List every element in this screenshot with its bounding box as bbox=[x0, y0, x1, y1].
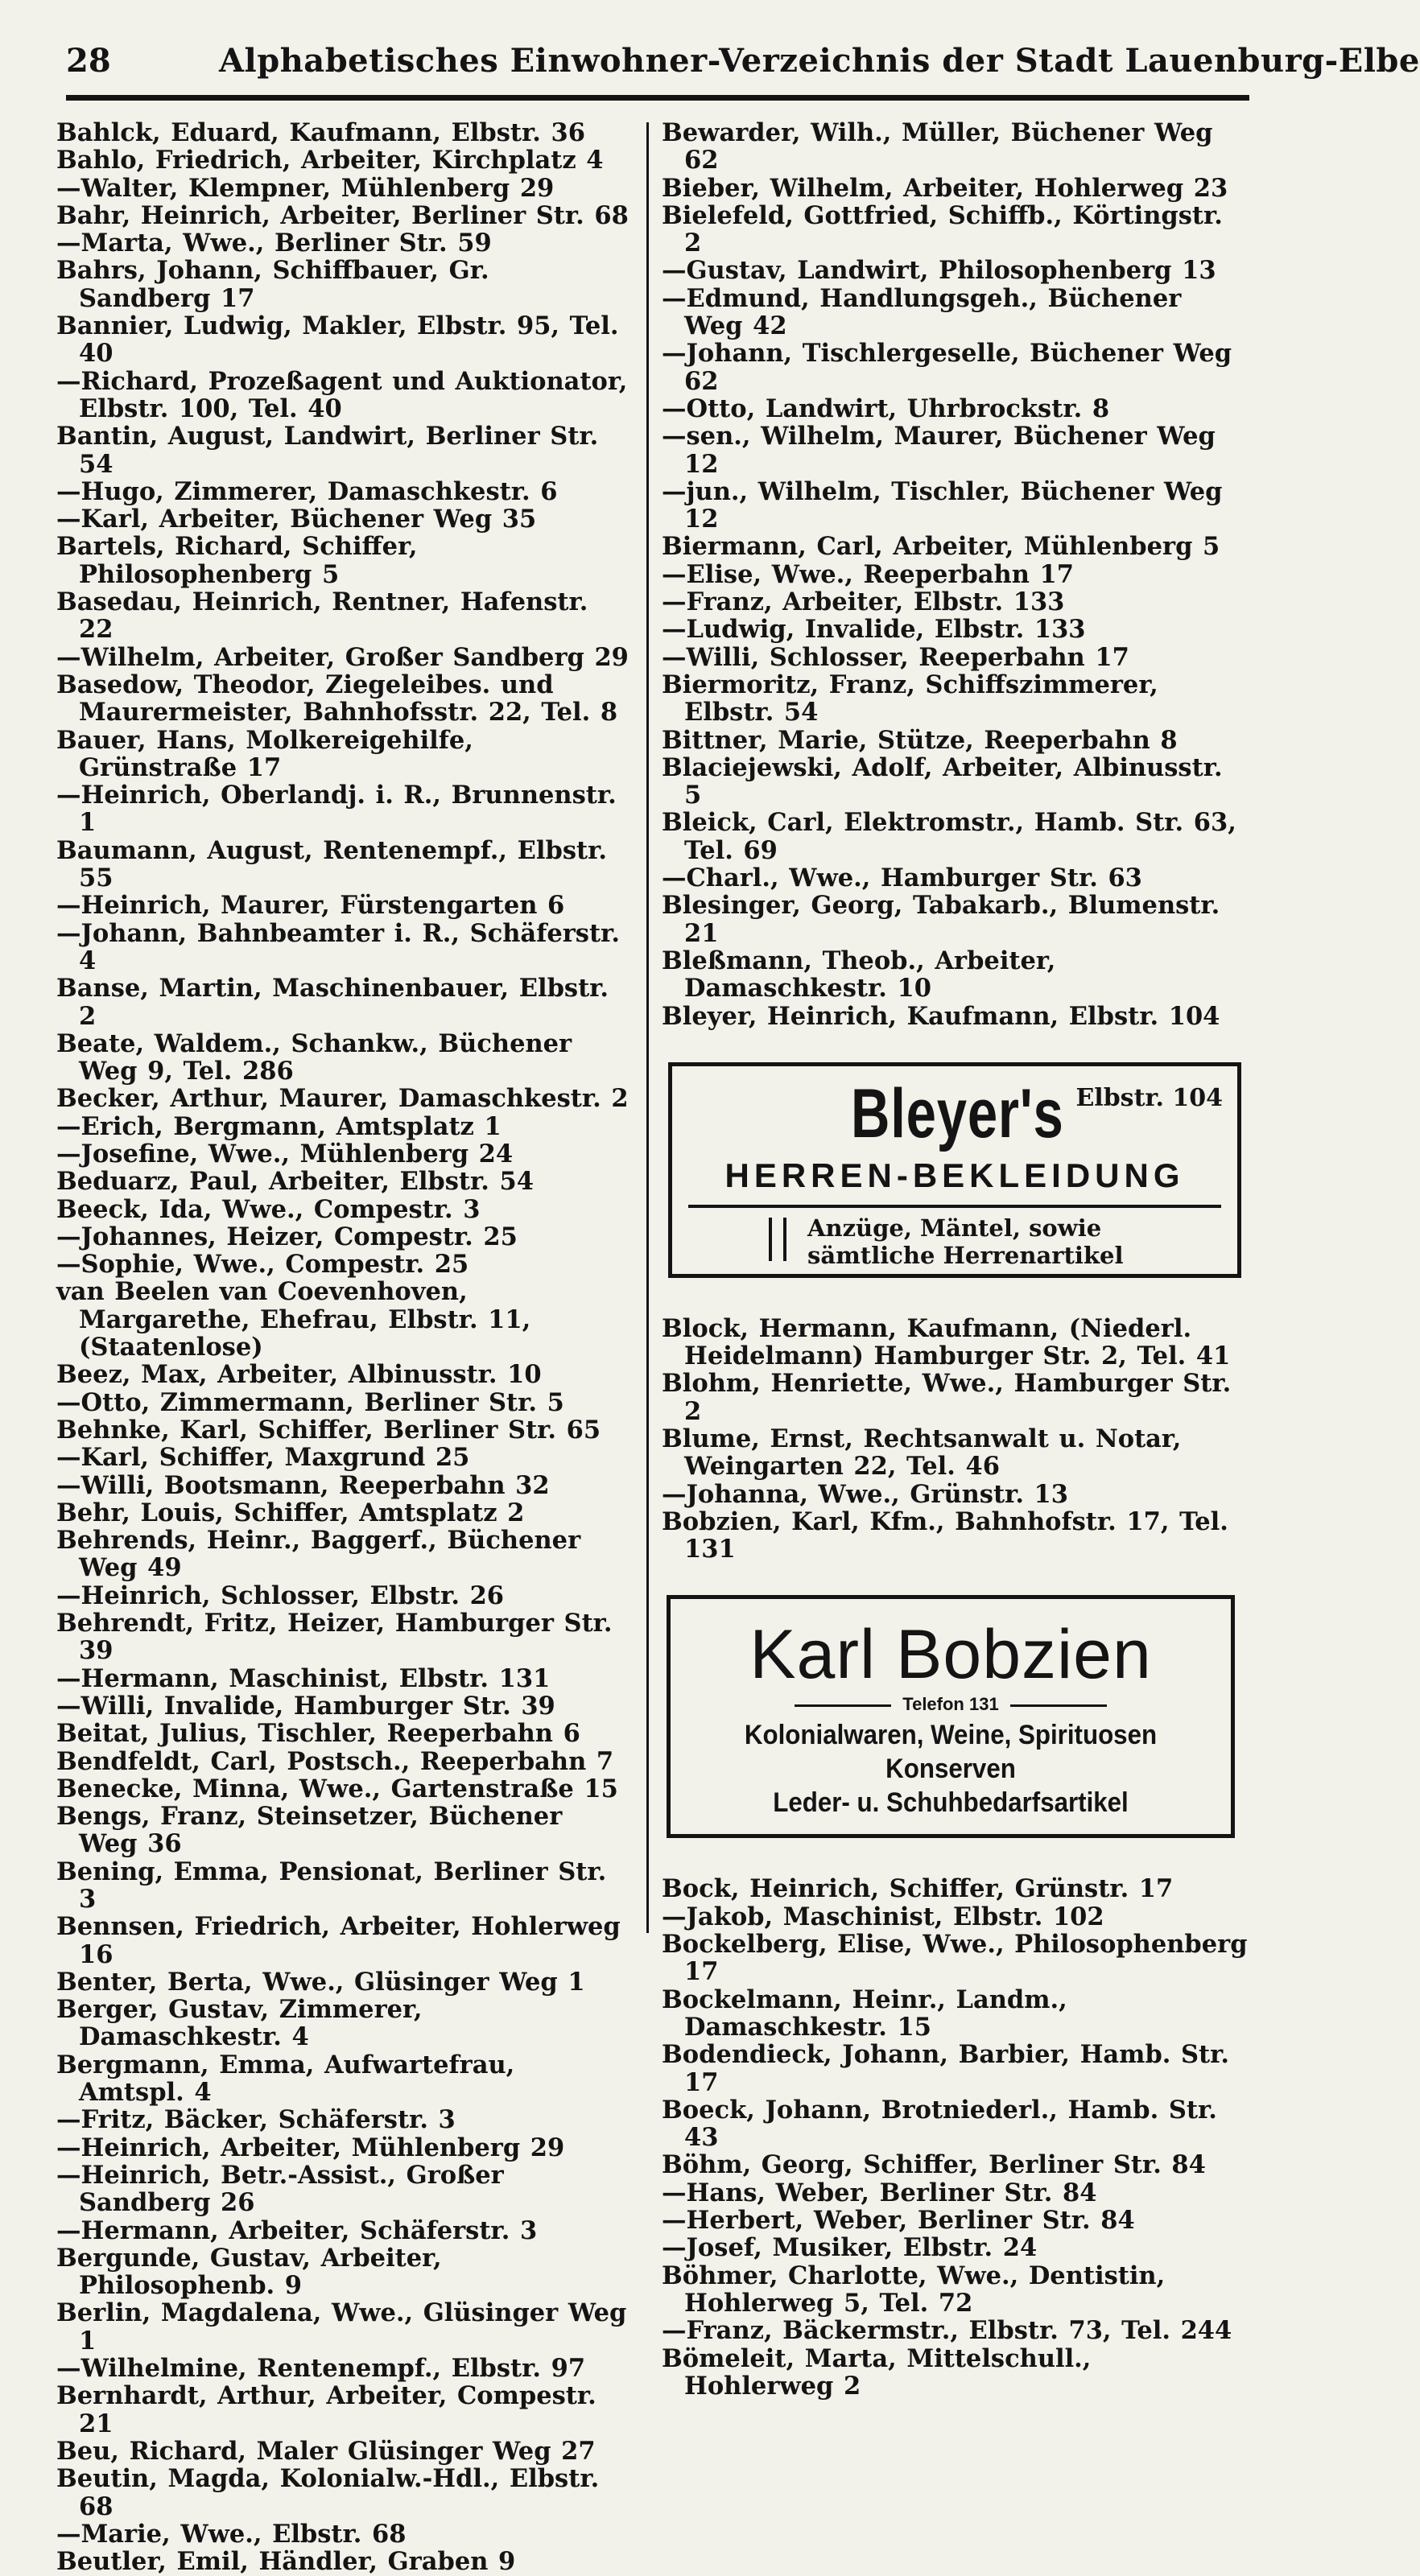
ad-bobzien-line2: Konserven bbox=[885, 1754, 1016, 1785]
directory-entry: Bantin, August, Landwirt, Berliner Str. 54 bbox=[56, 422, 599, 479]
directory-entry: Böhm, Georg, Schiffer, Berliner Str. 84 bbox=[662, 2150, 1206, 2180]
directory-entry: —Heinrich, Oberlandj. i. R., Brunnenstr. 1 bbox=[56, 781, 617, 838]
directory-entry: Bahlo, Friedrich, Arbeiter, Kirchplatz 4 bbox=[56, 146, 604, 175]
entry-list-1 bbox=[662, 119, 1249, 1030]
directory-entry: —Hermann, Arbeiter, Schäferstr. 3 bbox=[56, 2215, 538, 2245]
entry-list-2 bbox=[662, 1315, 1249, 1564]
directory-entry: Bendfeldt, Carl, Postsch., Reeperbahn 7 bbox=[56, 1746, 614, 1776]
page-number: 28 bbox=[66, 42, 111, 80]
directory-entry: Biermoritz, Franz, Schiffszimmerer, Elbstr. 54 bbox=[662, 670, 1158, 727]
advertisement-bleyer bbox=[668, 1062, 1241, 1278]
directory-entry: —Josef, Musiker, Elbstr. 24 bbox=[662, 2233, 1038, 2263]
directory-entry: Blume, Ernst, Rechtsanwalt u. Notar, Weingarten 22, Tel. 46 bbox=[662, 1424, 1182, 1482]
directory-entry: Beate, Waldem., Schankw., Büchener Weg 9, Tel. 286 bbox=[56, 1028, 572, 1086]
directory-entry: —jun., Wilhelm, Tischler, Büchener Weg 12 bbox=[662, 476, 1223, 534]
directory-entry: Benter, Berta, Wwe., Glüsinger Weg 1 bbox=[56, 1967, 585, 1997]
directory-entry: Bauer, Hans, Molkereigehilfe, Grünstraße 17 bbox=[56, 725, 473, 782]
directory-entry: Behnke, Karl, Schiffer, Berliner Str. 65 bbox=[56, 1415, 601, 1445]
directory-entry: Bleyer, Heinrich, Kaufmann, Elbstr. 104 bbox=[662, 1001, 1220, 1031]
directory-entry: Bahlck, Eduard, Kaufmann, Elbstr. 36 bbox=[56, 118, 585, 147]
directory-entry: —Franz, Bäckermstr., Elbstr. 73, Tel. 244 bbox=[662, 2316, 1232, 2346]
directory-entry: Beutin, Magda, Kolonialw.-Hdl., Elbstr. 68 bbox=[56, 2464, 600, 2521]
directory-entry: Blaciejewski, Adolf, Arbeiter, Albinusstr. 5 bbox=[662, 752, 1223, 810]
directory-entry: —Fritz, Bäcker, Schäferstr. 3 bbox=[56, 2105, 456, 2135]
directory-entry: Beduarz, Paul, Arbeiter, Elbstr. 54 bbox=[56, 1167, 534, 1197]
directory-entry: —Franz, Arbeiter, Elbstr. 133 bbox=[662, 587, 1065, 617]
directory-entry: van Beelen van Coevenhoven, Margarethe, Ehefrau, Elbstr. 11, (Staatenlose) bbox=[56, 1277, 531, 1362]
directory-entry: Bittner, Marie, Stütze, Reeperbahn 8 bbox=[662, 725, 1178, 755]
directory-entry: Bodendieck, Johann, Barbier, Hamb. Str. 17 bbox=[662, 2040, 1230, 2097]
directory-entry: Beu, Richard, Maler Glüsinger Weg 27 bbox=[56, 2436, 596, 2466]
right-column bbox=[662, 119, 1249, 2400]
directory-entry: —Ludwig, Invalide, Elbstr. 133 bbox=[662, 615, 1086, 645]
advertisement-bobzien bbox=[667, 1595, 1235, 1838]
ad-bleyer-name: Bleyer's bbox=[851, 1074, 1064, 1152]
directory-entry: Beitat, Julius, Tischler, Reeperbahn 6 bbox=[56, 1719, 580, 1749]
directory-entry: —Otto, Landwirt, Uhrbrockstr. 8 bbox=[662, 394, 1110, 423]
directory-entry: Block, Hermann, Kaufmann, (Niederl. Heidelmann) Hamburger Str. 2, Tel. 41 bbox=[662, 1313, 1231, 1371]
directory-entry: —Marie, Wwe., Elbstr. 68 bbox=[56, 2519, 407, 2549]
directory-entry: —Marta, Wwe., Berliner Str. 59 bbox=[56, 229, 492, 258]
directory-entry: Boeck, Johann, Brotniederl., Hamb. Str. 43 bbox=[662, 2095, 1217, 2153]
directory-entry: —Otto, Zimmermann, Berliner Str. 5 bbox=[56, 1387, 564, 1417]
directory-entry: Bernhardt, Arthur, Arbeiter, Compestr. 21 bbox=[56, 2381, 596, 2438]
directory-entry: Bergmann, Emma, Aufwartefrau, Amtspl. 4 bbox=[56, 2050, 515, 2108]
ad-bobzien-name: Karl Bobzien bbox=[749, 1616, 1152, 1694]
directory-entry: Bömeleit, Marta, Mittelschull., Hohlerweg 2 bbox=[662, 2343, 1092, 2401]
directory-entry: Bockelmann, Heinr., Landm., Damaschkestr. 15 bbox=[662, 1985, 1067, 2042]
directory-entry: Bieber, Wilhelm, Arbeiter, Hohlerweg 23 bbox=[662, 173, 1228, 203]
directory-entry: Basedau, Heinrich, Rentner, Hafenstr. 22 bbox=[56, 587, 588, 645]
directory-entry: —Erich, Bergmann, Amtsplatz 1 bbox=[56, 1111, 502, 1141]
ad-bobzien-line3: Leder- u. Schuhbedarfsartikel bbox=[773, 1787, 1129, 1819]
ad-bleyer-specialty: HERREN-BEKLEIDUNG bbox=[724, 1156, 1185, 1194]
directory-entry: Biermann, Carl, Arbeiter, Mühlenberg 5 bbox=[662, 532, 1220, 562]
directory-entry: —Heinrich, Schlosser, Elbstr. 26 bbox=[56, 1581, 505, 1610]
directory-entry: Bergunde, Gustav, Arbeiter, Philosophenb. 9 bbox=[56, 2243, 442, 2301]
directory-entry: —Heinrich, Maurer, Fürstengarten 6 bbox=[56, 891, 565, 921]
directory-entry: —Josefine, Wwe., Mühlenberg 24 bbox=[56, 1139, 514, 1168]
directory-entry: Beutler, Emil, Händler, Graben 9 bbox=[56, 2547, 516, 2576]
directory-entry: Bielefeld, Gottfried, Schiffb., Körtingstr. 2 bbox=[662, 200, 1223, 258]
directory-entry: —Hugo, Zimmerer, Damaschkestr. 6 bbox=[56, 476, 558, 506]
directory-entry: Bartels, Richard, Schiffer, Philosophenberg 5 bbox=[56, 532, 418, 589]
directory-entry: Bannier, Ludwig, Makler, Elbstr. 95, Tel. 40 bbox=[56, 311, 619, 369]
ad-bleyer-rule bbox=[688, 1205, 1221, 1208]
directory-entry: —Wilhelm, Arbeiter, Großer Sandberg 29 bbox=[56, 642, 629, 672]
directory-entry: —Willi, Bootsmann, Reeperbahn 32 bbox=[56, 1470, 550, 1500]
directory-entry: —Wilhelmine, Rentenempf., Elbstr. 97 bbox=[56, 2354, 586, 2384]
directory-entry: Bleick, Carl, Elektromstr., Hamb. Str. 63, Tel. 69 bbox=[662, 808, 1236, 865]
directory-entry: —Karl, Arbeiter, Büchener Weg 35 bbox=[56, 505, 537, 534]
directory-entry: —Hans, Weber, Berliner Str. 84 bbox=[662, 2178, 1097, 2207]
directory-entry: —Hermann, Maschinist, Elbstr. 131 bbox=[56, 1663, 551, 1693]
ad-bleyer-address: Elbstr. 104 bbox=[1075, 1083, 1223, 1112]
directory-entry: Blesinger, Georg, Tabakarb., Blumenstr. 21 bbox=[662, 891, 1220, 948]
directory-entry: —Karl, Schiffer, Maxgrund 25 bbox=[56, 1443, 470, 1473]
directory-entry: Baumann, August, Rentenempf., Elbstr. 55 bbox=[56, 835, 607, 893]
directory-entry: Böhmer, Charlotte, Wwe., Dentistin, Hohlerweg 5, Tel. 72 bbox=[662, 2261, 1166, 2318]
directory-entry: Behrendt, Fritz, Heizer, Hamburger Str. 39 bbox=[56, 1609, 613, 1666]
directory-entry: —Willi, Invalide, Hamburger Str. 39 bbox=[56, 1691, 555, 1721]
directory-entry: —Walter, Klempner, Mühlenberg 29 bbox=[56, 173, 555, 203]
directory-entry: —Elise, Wwe., Reeperbahn 17 bbox=[662, 559, 1074, 589]
directory-entry: Bengs, Franz, Steinsetzer, Büchener Weg 36 bbox=[56, 1802, 563, 1859]
directory-entry: Behr, Louis, Schiffer, Amtsplatz 2 bbox=[56, 1498, 525, 1527]
directory-entry: Berger, Gustav, Zimmerer, Damaschkestr. 4 bbox=[56, 1995, 423, 2052]
ad-bleyer-double-bar bbox=[769, 1218, 786, 1261]
column-divider bbox=[646, 122, 649, 1933]
directory-entry: Beez, Max, Arbeiter, Albinusstr. 10 bbox=[56, 1360, 542, 1390]
ad-bobzien-line1: Kolonialwaren, Weine, Spirituosen bbox=[744, 1720, 1158, 1751]
directory-entry: —Johann, Tischlergeselle, Büchener Weg 62 bbox=[662, 339, 1232, 396]
directory-entry: —Edmund, Handlungsgeh., Büchener Weg 42 bbox=[662, 283, 1182, 341]
page-title: Alphabetisches Einwohner-Verzeichnis der Stadt Lauenburg-Elbe bbox=[219, 42, 1420, 80]
directory-entry: Bobzien, Karl, Kfm., Bahnhofstr. 17, Tel. 131 bbox=[662, 1506, 1228, 1564]
directory-entry: —Sophie, Wwe., Compestr. 25 bbox=[56, 1250, 469, 1280]
directory-entry: Bening, Emma, Pensionat, Berliner Str. 3 bbox=[56, 1857, 607, 1914]
directory-entry: —Herbert, Weber, Berliner Str. 84 bbox=[662, 2206, 1135, 2236]
page-header bbox=[66, 31, 1420, 97]
directory-entry: —Charl., Wwe., Hamburger Str. 63 bbox=[662, 863, 1142, 893]
directory-entry: Basedow, Theodor, Ziegeleibes. und Maurermeister, Bahnhofsstr. 22, Tel. 8 bbox=[56, 670, 618, 727]
header-rule bbox=[66, 95, 1249, 101]
directory-entry: Bewarder, Wilh., Müller, Büchener Weg 62 bbox=[662, 118, 1213, 175]
directory-entry: —Jakob, Maschinist, Elbstr. 102 bbox=[662, 1902, 1104, 1931]
directory-entry: —Heinrich, Betr.-Assist., Großer Sandberg 26 bbox=[56, 2160, 504, 2218]
directory-entry: Blohm, Henriette, Wwe., Hamburger Str. 2 bbox=[662, 1369, 1232, 1426]
directory-entry: Berlin, Magdalena, Wwe., Glüsinger Weg 1 bbox=[56, 2298, 627, 2355]
directory-entry: —Willi, Schlosser, Reeperbahn 17 bbox=[662, 642, 1129, 672]
ad-bobzien-telephone-text: Telefon 131 bbox=[902, 1694, 999, 1715]
directory-entry: Beeck, Ida, Wwe., Compestr. 3 bbox=[56, 1194, 481, 1224]
directory-entry: Behrends, Heinr., Baggerf., Büchener Weg 49 bbox=[56, 1526, 581, 1583]
directory-entry: Bock, Heinrich, Schiffer, Grünstr. 17 bbox=[662, 1874, 1174, 1904]
directory-entry: Banse, Martin, Maschinenbauer, Elbstr. 2 bbox=[56, 974, 609, 1031]
directory-entry: —sen., Wilhelm, Maurer, Büchener Weg 12 bbox=[662, 422, 1216, 479]
entry-list-3 bbox=[662, 1875, 1249, 2400]
directory-entry: Bockelberg, Elise, Wwe., Philosophenberg 17 bbox=[662, 1930, 1248, 1987]
directory-entry: —Gustav, Landwirt, Philosophenberg 13 bbox=[662, 256, 1216, 286]
directory-entry: —Johann, Bahnbeamter i. R., Schäferstr. 4 bbox=[56, 918, 620, 975]
directory-entry: Bahr, Heinrich, Arbeiter, Berliner Str. 68 bbox=[56, 200, 629, 230]
directory-entry: —Johanna, Wwe., Grünstr. 13 bbox=[662, 1479, 1069, 1509]
ad-bobzien-telephone bbox=[671, 1694, 1231, 1715]
directory-entry: —Johannes, Heizer, Compestr. 25 bbox=[56, 1222, 518, 1251]
left-column bbox=[56, 119, 630, 2575]
directory-entry: Bleßmann, Theob., Arbeiter, Damaschkestr. 10 bbox=[662, 946, 1056, 1004]
directory-entry: Bennsen, Friedrich, Arbeiter, Hohlerweg 16 bbox=[56, 1912, 621, 1969]
directory-entry: Becker, Arthur, Maurer, Damaschkestr. 2 bbox=[56, 1084, 629, 1114]
directory-entry: —Heinrich, Arbeiter, Mühlenberg 29 bbox=[56, 2133, 565, 2162]
directory-entry: Bahrs, Johann, Schiffbauer, Gr. Sandberg 17 bbox=[56, 256, 489, 313]
directory-entry: Benecke, Minna, Wwe., Gartenstraße 15 bbox=[56, 1774, 618, 1803]
directory-entry: —Richard, Prozeßagent und Auktionator, Elbstr. 100, Tel. 40 bbox=[56, 366, 628, 423]
ad-bleyer-description: Anzüge, Mäntel, sowie sämtliche Herrenartikel bbox=[807, 1214, 1124, 1269]
